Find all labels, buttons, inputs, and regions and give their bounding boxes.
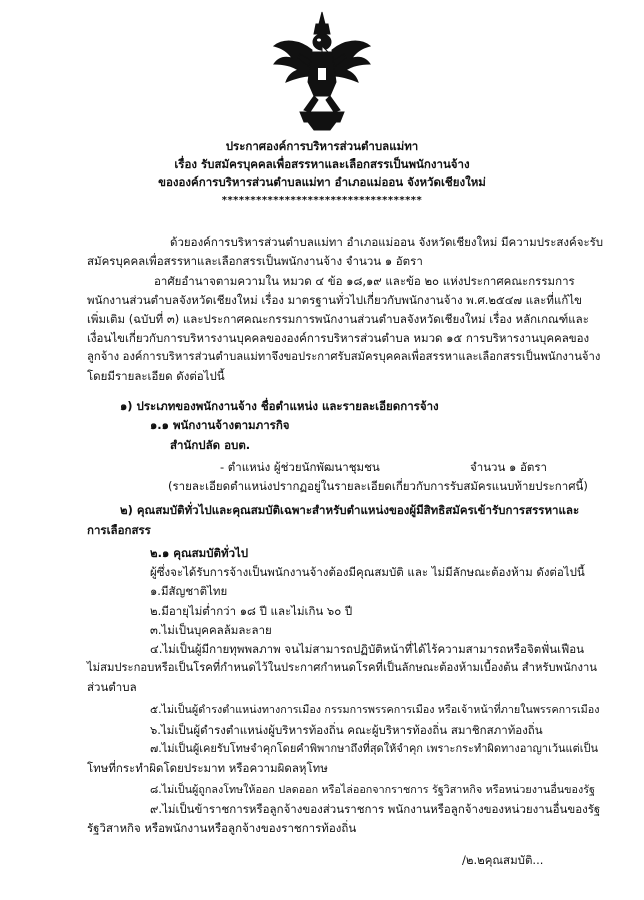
intro-paragraph-2-line-6: โดยมีรายละเอียด ดังต่อไปนี้ — [87, 369, 225, 383]
qualification-item-2: ๒.มีอายุไม่ต่ำกว่า ๑๘ ปี และไม่เกิน ๖๐ ปี — [150, 604, 353, 618]
intro-paragraph-2-line-3: เพิ่มเติม (ฉบับที่ ๓) และประกาศคณะกรรมการพนักงานส่วนตำบลจังหวัดเชียงใหม่ เรื่อง หลักเกณฑ์และ — [87, 312, 589, 326]
qualification-item-4-line-1: ๔.ไม่เป็นผู้มีกายทุพพลภาพ จนไม่สามารถปฏิบัติหน้าที่ได้ไร้ความสามารถหรือจิตฟั่นเฟือน — [150, 642, 585, 656]
qualification-item-8: ๘.ไม่เป็นผู้ถูกลงโทษให้ออก ปลดออก หรือไล่ออกจากราชการ รัฐวิสาหกิจ หรือหน่วยงานอื่นของรัฐ — [150, 783, 595, 796]
intro-paragraph-2-line-1: อาศัยอำนาจตามความใน หมวด ๔ ข้อ ๑๘,๑๙ และข้อ ๒๐ แห่งประกาศคณะกรรมการ — [154, 274, 575, 288]
qualifications-lead: ผู้ซึ่งจะได้รับการจ้างเป็นพนักงานจ้างต้องมีคุณสมบัติ และ ไม่มีลักษณะต้องห้าม ดังต่อไปนี้ — [150, 565, 585, 579]
section-2-1-heading: ๒.๑ คุณสมบัติทั่วไป — [150, 546, 249, 560]
intro-paragraph-2-line-2: พนักงานส่วนตำบลจังหวัดเชียงใหม่ เรื่อง มาตรฐานทั่วไปเกี่ยวกับพนักงานจ้าง พ.ศ.๒๕๔๗ และที่แก้ไข — [87, 293, 582, 307]
office-name: สำนักปลัด อบต. — [170, 438, 251, 452]
position-count: จำนวน ๑ อัตรา — [470, 460, 547, 474]
announcement-title: ประกาศองค์การบริหารส่วนตำบลแม่ทา — [225, 139, 419, 153]
qualification-item-3: ๓.ไม่เป็นบุคคลล้มละลาย — [150, 623, 272, 637]
qualification-item-7-line-1: ๗.ไม่เป็นผู้เคยรับโทษจำคุกโดยคำพิพากษาถึงที่สุดให้จำคุก เพราะกระทำผิดทางอาญาเว้นแต่เป็น — [150, 742, 599, 755]
announcement-subject: เรื่อง รับสมัครบุคคลเพื่อสรรหาและเลือกสรรเป็นพนักงานจ้าง — [174, 157, 470, 171]
section-2-heading-line-2: การเลือกสรร — [87, 523, 151, 537]
qualification-item-6: ๖.ไม่เป็นผู้ดำรงตำแหน่งผู้บริหารท้องถิ่น คณะผู้บริหารท้องถิ่น สมาชิกสภาท้องถิ่น — [150, 723, 543, 737]
qualification-item-9-line-2: รัฐวิสาหกิจ หรือพนักงานหรือลูกจ้างของราชการท้องถิ่น — [87, 821, 357, 835]
qualification-item-9-line-1: ๙.ไม่เป็นข้าราชการหรือลูกจ้างของส่วนราชการ พนักงานหรือลูกจ้างของหน่วยงานอื่นของรัฐ — [150, 802, 601, 816]
intro-paragraph-1-line-1: ด้วยองค์การบริหารส่วนตำบลแม่ทา อำเภอแม่ออน จังหวัดเชียงใหม่ มีความประสงค์จะรับ — [170, 235, 604, 249]
section-1-heading: ๑) ประเภทของพนักงานจ้าง ชื่อตำแหน่ง และรายละเอียดการจ้าง — [120, 399, 439, 413]
page-continuation: /๒.๒คุณสมบัติ... — [462, 853, 544, 867]
section-1-1-heading: ๑.๑ พนักงานจ้างตามภารกิจ — [150, 418, 290, 432]
qualification-item-5: ๕.ไม่เป็นผู้ดำรงตำแหน่งทางการเมือง กรรมการพรรคการเมือง หรือเจ้าหน้าที่ภายในพรรคการเมือง — [150, 703, 600, 716]
qualification-item-4-line-2: ไม่สมประกอบหรือเป็นโรคที่กำหนดไว้ในประกาศกำหนดโรคที่เป็นลักษณะต้องห้ามเบื้องต้น สำหรับพนักงาน — [87, 661, 597, 674]
section-2-heading-line-1: ๒) คุณสมบัติทั่วไปและคุณสมบัติเฉพาะสำหรับตำแหน่งของผู้มีสิทธิสมัครเข้ารับการสรรหาและ — [120, 503, 580, 517]
intro-paragraph-2-line-4: เงื่อนไขเกี่ยวกับการบริหารงานบุคคลขององค์การบริหารส่วนตำบล หมวด ๑๕ การบริหารงานบุคคลของ — [87, 331, 590, 345]
intro-paragraph-2-line-5: ลูกจ้าง องค์การบริหารส่วนตำบลแม่ทาจึงขอประกาศรับสมัครบุคคลเพื่อสรรหาและเลือกสรรเป็นพนักงานจ้าง — [87, 350, 601, 363]
position-name: - ตำแหน่ง ผู้ช่วยนักพัฒนาชุมชน — [220, 460, 380, 474]
intro-paragraph-1-line-2: สมัครบุคคลเพื่อสรรหาและเลือกสรรเป็นพนักงานจ้าง จำนวน ๑ อัตรา — [87, 254, 423, 268]
position-details-note: (รายละเอียดตำแหน่งปรากฏอยู่ในรายละเอียดเกี่ยวกับการรับสมัครแนบท้ายประกาศนี้) — [168, 479, 588, 493]
garuda-emblem-icon — [270, 10, 374, 132]
qualification-item-7-line-2: โทษที่กระทำผิดโดยประมาท หรือความผิดลหุโทษ — [87, 761, 328, 775]
qualification-item-4-line-3: ส่วนตำบล — [87, 680, 137, 694]
qualification-item-1: ๑.มีสัญชาติไทย — [150, 584, 228, 598]
announcement-organization: ขององค์การบริหารส่วนตำบลแม่ทา อำเภอแม่ออน จังหวัดเชียงใหม่ — [158, 175, 486, 189]
separator-stars: *********************************** — [221, 195, 423, 206]
